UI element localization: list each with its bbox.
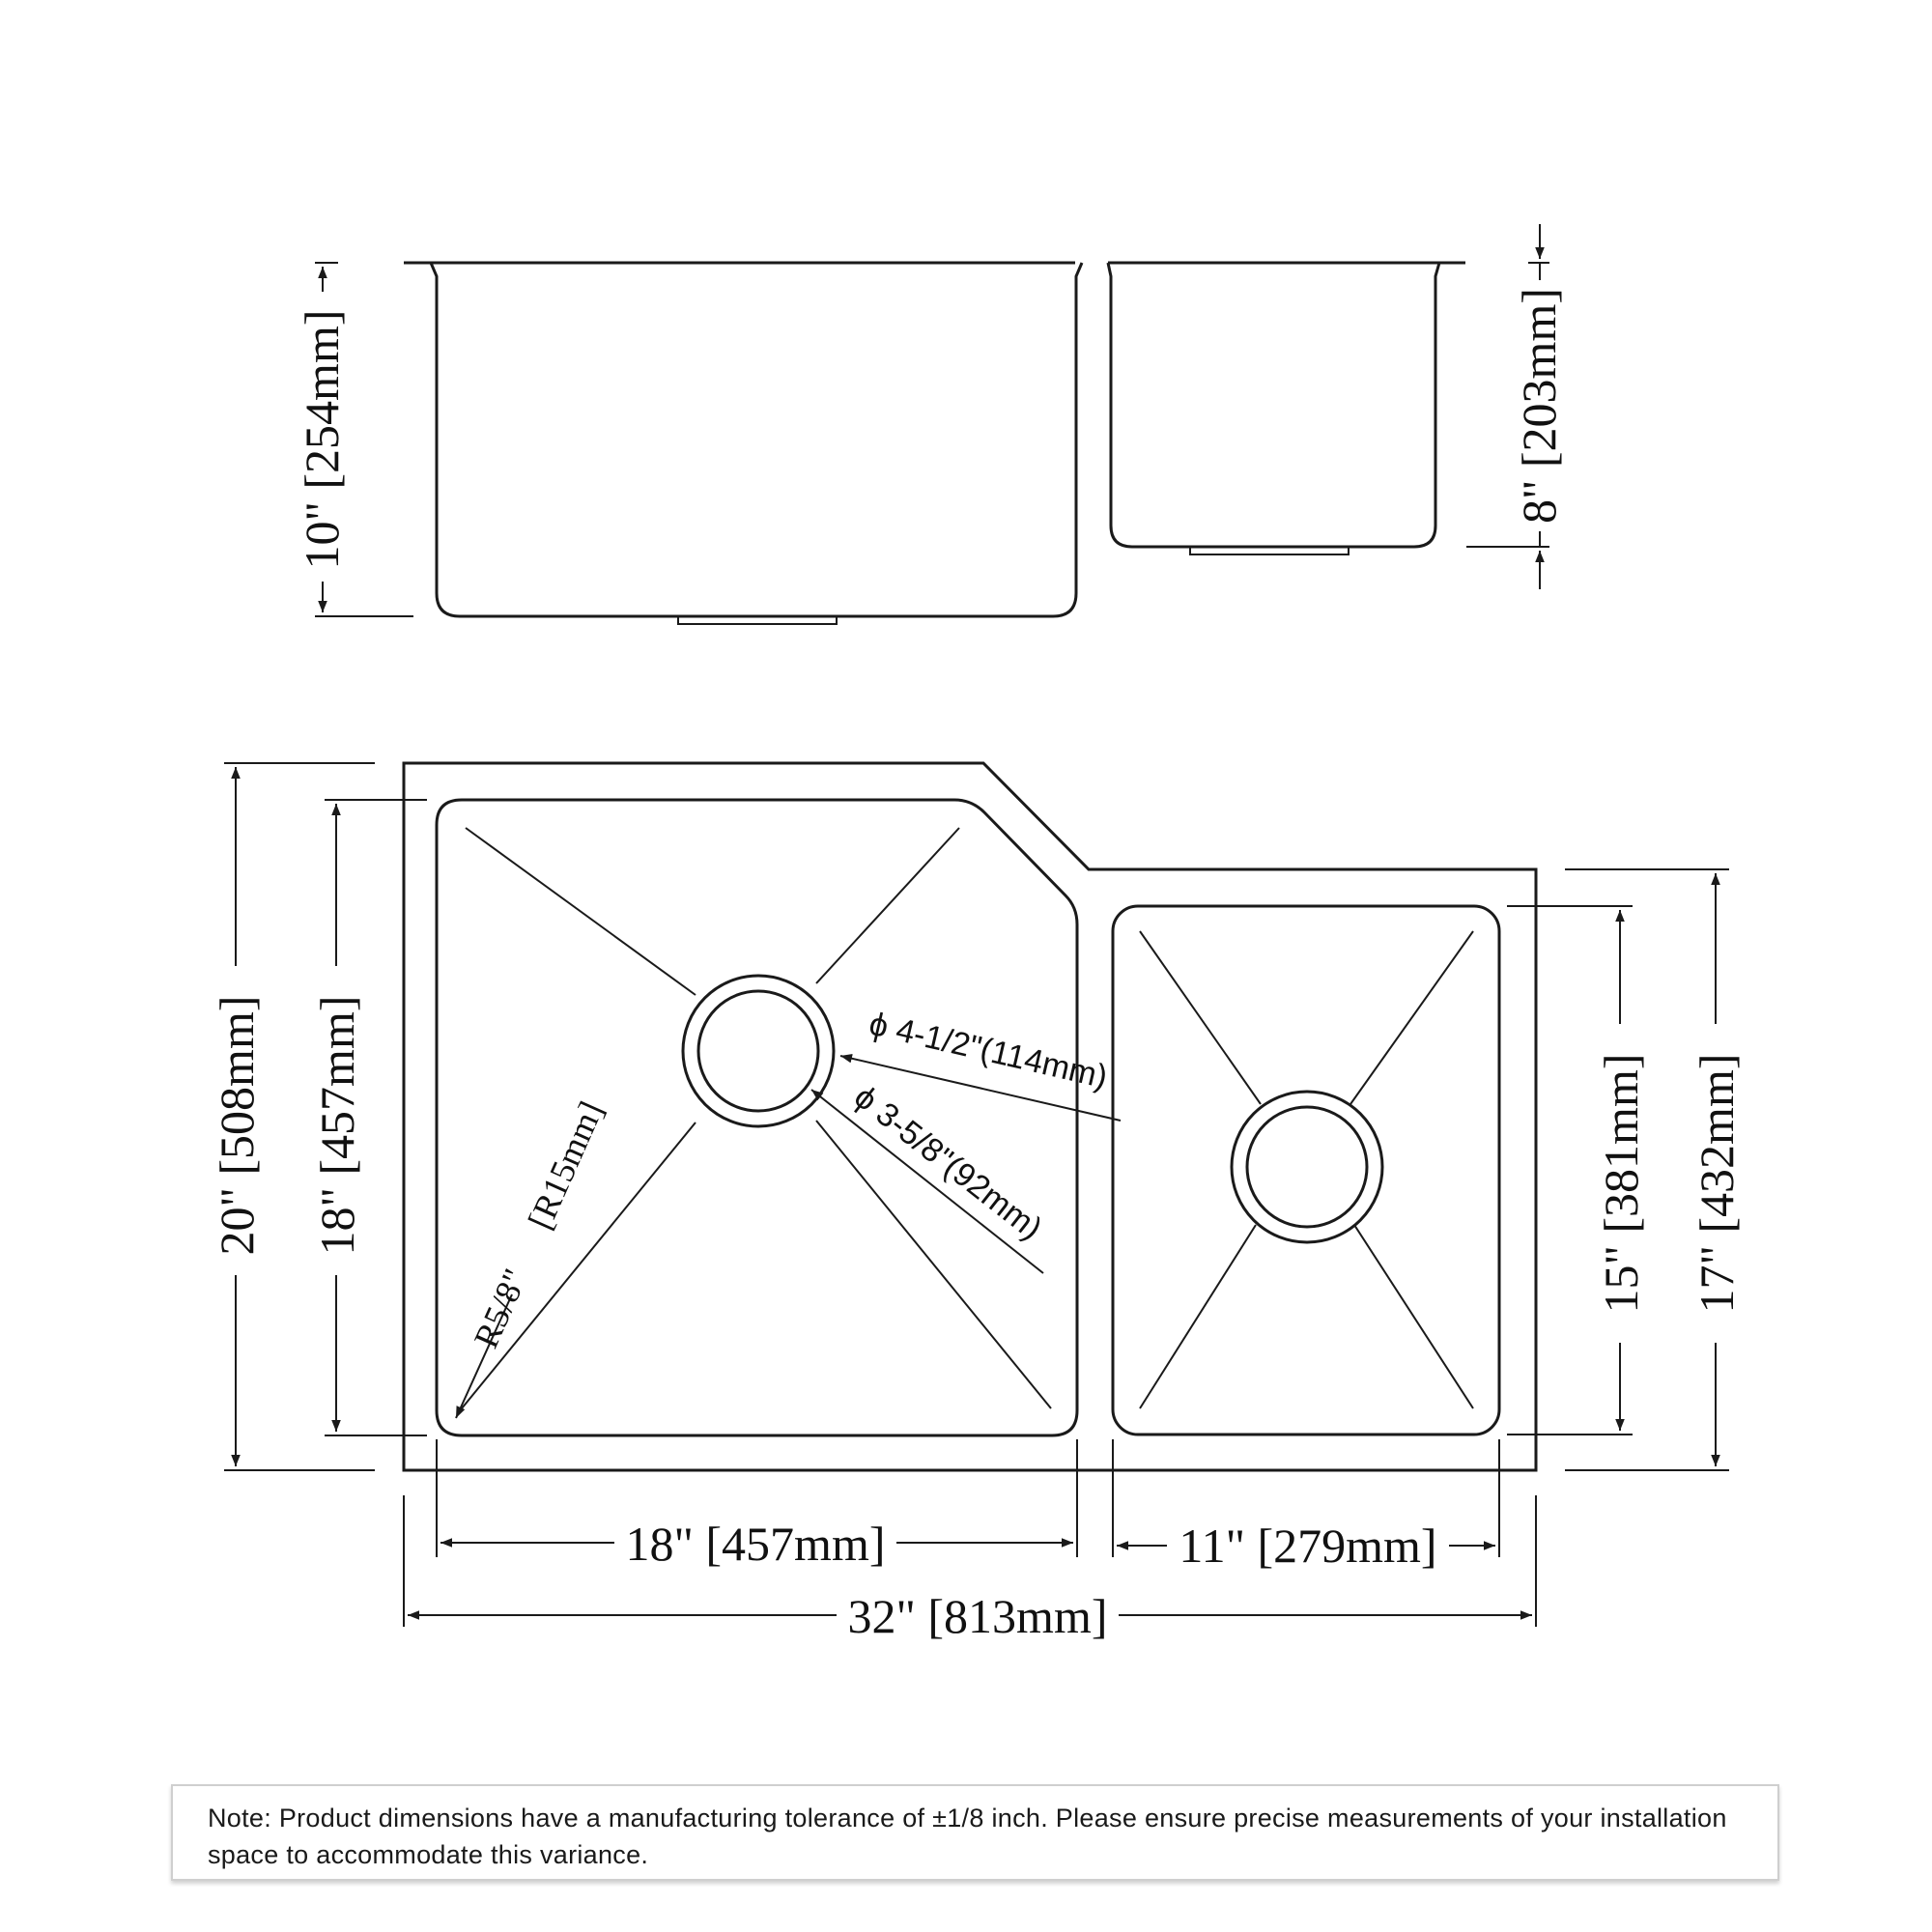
- left-depth-label: 10" [254mm]: [295, 309, 349, 570]
- left-bowl-depth-label: 18" [457mm]: [310, 995, 364, 1256]
- corner-radius-mm-label: [R15mm]: [520, 1095, 611, 1236]
- tolerance-note-text: Note: Product dimensions have a manufacturing tolerance of ±1/8 inch. Please ensure precise measurements of your installation space to accommodate this variance.: [208, 1804, 1727, 1869]
- tolerance-note: [171, 1784, 1779, 1881]
- side-view: [295, 224, 1567, 624]
- right-bowl-profile: [1108, 263, 1439, 547]
- left-bowl-profile: [431, 263, 1082, 616]
- right-bowl-depth-label: 15" [381mm]: [1594, 1053, 1648, 1314]
- top-view: [207, 763, 1745, 1643]
- drain-outer-label: ϕ 4-1/2"(114mm): [866, 1005, 1111, 1096]
- left-drain-inner: [698, 991, 818, 1111]
- right-drain-inner: [1247, 1107, 1367, 1227]
- right-bowl-width-label: 11" [279mm]: [1179, 1519, 1437, 1573]
- overall-depth-label: 20" [508mm]: [210, 995, 264, 1256]
- drain-inner-label: ϕ 3-5/8"(92mm): [847, 1078, 1049, 1248]
- right-depth-label: 8" [203mm]: [1512, 288, 1566, 524]
- overall-width-label: 32" [813mm]: [847, 1589, 1108, 1643]
- corner-radius-label: R5/8": [466, 1263, 535, 1354]
- right-drain-outer: [1232, 1092, 1382, 1242]
- right-overall-depth-label: 17" [432mm]: [1690, 1053, 1744, 1314]
- left-drain-outer: [683, 976, 834, 1126]
- left-bowl: [437, 800, 1077, 1435]
- left-bowl-width-label: 18" [457mm]: [625, 1517, 886, 1571]
- right-bowl: [1113, 906, 1499, 1435]
